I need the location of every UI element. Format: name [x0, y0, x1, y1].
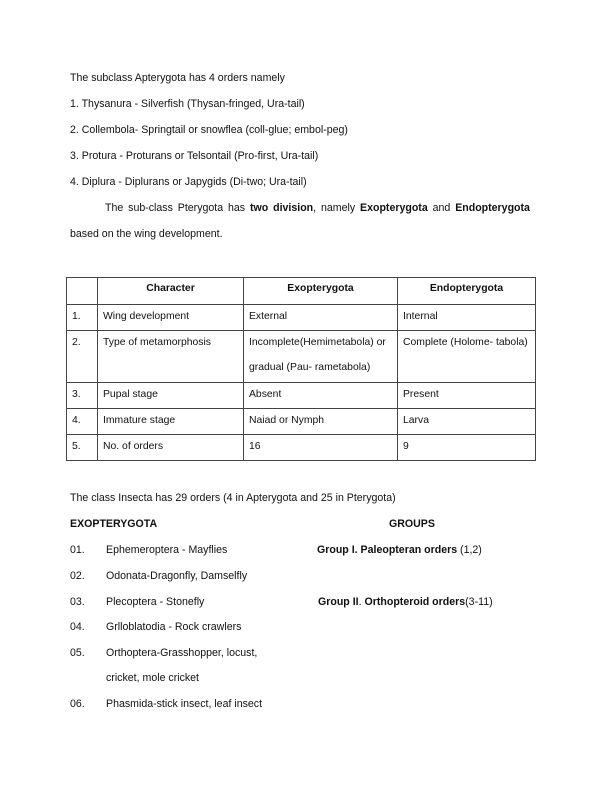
group-2-separator: . — [358, 596, 365, 608]
apterygota-order-3: 3. Protura - Proturans or Telsontail (Pro-first, Ura-tail) — [70, 150, 319, 162]
row-exopterygota-line-2: gradual (Pau- rametabola) — [249, 362, 371, 373]
paragraph-bold-two-division: two division — [249, 202, 314, 214]
order-name: Grlloblatodia - Rock crawlers — [106, 621, 242, 633]
apterygota-order-4: 4. Diplura - Diplurans or Japygids (Di-two; Ura-tail) — [70, 176, 307, 188]
groups-heading: GROUPS — [389, 518, 435, 530]
paragraph-text-2: , namely — [313, 202, 356, 214]
row-character: Pupal stage — [98, 383, 244, 409]
row-number: 2. — [67, 331, 98, 383]
row-endopterygota: Complete (Holome- tabola) — [398, 331, 536, 383]
header-number — [67, 278, 98, 305]
table-header-row — [67, 278, 536, 305]
intro-heading: The subclass Apterygota has 4 orders namely — [70, 72, 285, 84]
order-name: Orthoptera-Grasshopper, locust, — [106, 647, 258, 659]
pterygota-paragraph — [105, 201, 530, 215]
row-exopterygota-line-1: Incomplete(Hemimetabola) or — [249, 337, 386, 348]
group-2-title: Orthopteroid orders — [364, 596, 466, 608]
row-exopterygota — [244, 331, 398, 383]
paragraph-bold-endopterygota: Endopterygota — [455, 202, 530, 214]
row-exopterygota: Absent — [244, 383, 398, 409]
row-endopterygota: 9 — [398, 435, 536, 461]
table-row — [67, 435, 536, 461]
order-name: Ephemeroptera - Mayflies — [106, 544, 228, 556]
row-number: 4. — [67, 409, 98, 435]
row-number: 3. — [67, 383, 98, 409]
order-number: 06. — [70, 698, 85, 710]
row-endopterygota: Present — [398, 383, 536, 409]
order-number: 05. — [70, 647, 85, 659]
paragraph-bold-exopterygota: Exopterygota — [360, 202, 428, 214]
order-name: Odonata-Dragonfly, Damselfly — [106, 570, 248, 582]
apterygota-order-2: 2. Collembola- Springtail or snowflea (coll-glue; embol-peg) — [70, 124, 348, 136]
apterygota-order-1: 1. Thysanura - Silverfish (Thysan-fringed, Ura-tail) — [70, 98, 305, 110]
row-character: No. of orders — [98, 435, 244, 461]
row-exopterygota: External — [244, 305, 398, 331]
table-row — [67, 383, 536, 409]
row-endopterygota: Internal — [398, 305, 536, 331]
group-1-range: (1,2) — [457, 544, 482, 556]
table-row — [67, 409, 536, 435]
paragraph-text-1: The sub-class Pterygota has — [105, 202, 246, 214]
order-name: Phasmida-stick insect, leaf insect — [106, 698, 263, 710]
header-endopterygota: Endopterygota — [398, 278, 536, 305]
order-number: 01. — [70, 544, 85, 556]
row-character: Immature stage — [98, 409, 244, 435]
order-number: 04. — [70, 621, 85, 633]
order-name: Plecoptera - Stonefly — [106, 596, 205, 608]
paragraph-line-2: based on the wing development. — [70, 228, 223, 240]
group-2-range: (3-11) — [465, 596, 493, 608]
row-exopterygota: 16 — [244, 435, 398, 461]
order-number: 02. — [70, 570, 85, 582]
row-character: Type of metamorphosis — [98, 331, 244, 383]
header-character: Character — [98, 278, 244, 305]
row-number: 5. — [67, 435, 98, 461]
paragraph-text-3: and — [432, 202, 451, 214]
header-exopterygota: Exopterygota — [244, 278, 398, 305]
exopterygota-heading: EXOPTERYGOTA — [70, 518, 158, 530]
comparison-table — [66, 277, 536, 461]
group-2-label: Group II — [318, 596, 359, 608]
table-row — [67, 331, 536, 383]
table-row — [67, 305, 536, 331]
row-endopterygota: Larva — [398, 409, 536, 435]
order-number: 03. — [70, 596, 85, 608]
order-name-continuation: cricket, mole cricket — [106, 672, 200, 684]
row-character: Wing development — [98, 305, 244, 331]
row-exopterygota: Naiad or Nymph — [244, 409, 398, 435]
group-1 — [317, 543, 482, 557]
group-1-title: Group I. Paleopteran orders — [317, 544, 458, 556]
group-2 — [318, 595, 493, 609]
row-number: 1. — [67, 305, 98, 331]
insecta-summary: The class Insecta has 29 orders (4 in Apterygota and 25 in Pterygota) — [70, 492, 396, 504]
